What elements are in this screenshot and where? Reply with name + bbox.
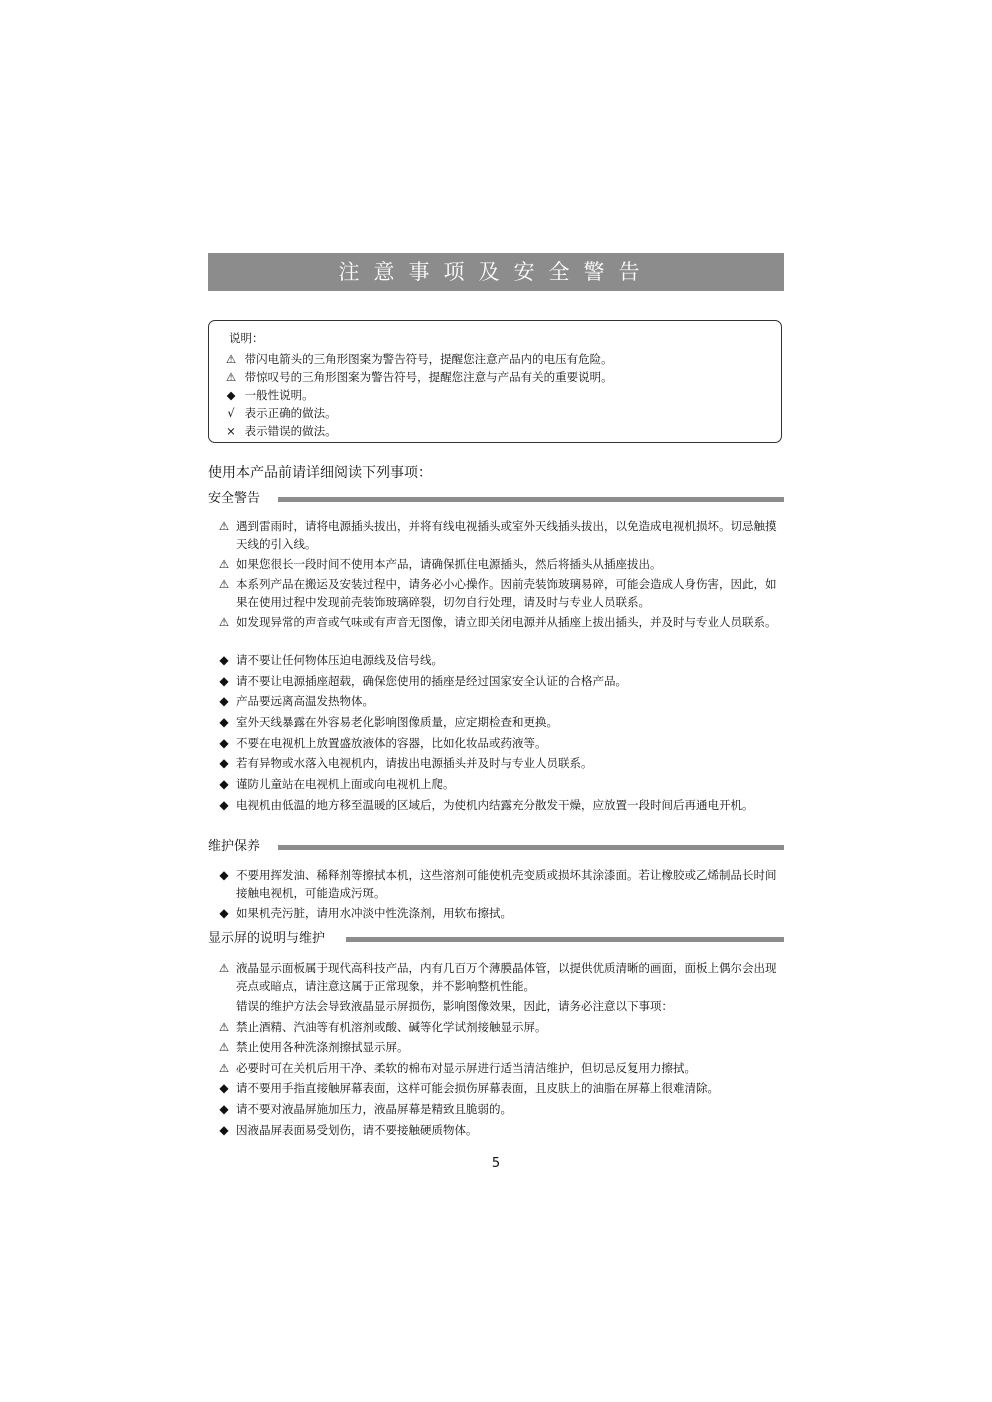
legend-text: 带惊叹号的三角形图案为警告符号，提醒您注意与产品有关的重要说明。	[244, 370, 613, 384]
diamond-bullet-icon: ◆	[219, 674, 229, 688]
diamond-bullet-icon: ◆	[219, 736, 229, 750]
section-divider-bar	[346, 937, 784, 942]
section-heading	[208, 490, 784, 508]
item-text: 不要用挥发油、稀释剂等擦拭本机，这些溶剂可能使机壳变质或损坏其涂漆面。若让橡胶或乙烯制品长时间接触电视机，可能造成污斑。	[236, 868, 777, 900]
item-text: 不要在电视机上放置盛放液体的容器，比如化妆品或药液等。	[236, 736, 547, 750]
warning-triangle-icon: ⚠	[218, 519, 230, 533]
item-text: 遇到雷雨时，请将电源插头拔出，并将有线电视插头或室外天线插头拔出，以免造成电视机损坏。切忌触摸天线的引入线。	[236, 519, 777, 551]
item-text: 谨防儿童站在电视机上面或向电视机上爬。	[236, 777, 455, 791]
item-text: 错误的维护方法会导致液晶显示屏损伤，影响图像效果，因此，请务必注意以下事项：	[236, 999, 673, 1013]
warning-triangle-icon: ⚠	[225, 352, 237, 366]
legend-row	[221, 422, 337, 440]
diamond-bullet-icon: ◆	[219, 653, 229, 667]
legend-text: 一般性说明。	[244, 388, 314, 402]
item-text: 电视机由低温的地方移至温暖的区域后，为使机内结露充分散发干燥，应放置一段时间后再通电开机。	[236, 798, 754, 812]
section-heading	[208, 838, 784, 856]
warning-triangle-icon: ⚠	[225, 370, 237, 384]
warning-triangle-icon: ⚠	[218, 1040, 230, 1054]
section-heading-label: 安全警告	[208, 491, 266, 506]
warning-triangle-icon: ⚠	[218, 577, 230, 591]
diamond-bullet-icon: ◆	[219, 1081, 229, 1095]
legend-row	[221, 386, 314, 404]
diamond-bullet-icon: ◆	[219, 1123, 229, 1137]
warning-triangle-icon: ⚠	[218, 961, 230, 975]
item-text: 因液晶屏表面易受划伤，请不要接触硬质物体。	[236, 1123, 478, 1137]
item-text: 禁止使用各种洗涤剂擦拭显示屏。	[236, 1040, 409, 1054]
section-divider-bar	[278, 497, 784, 502]
diamond-bullet-icon: ◆	[226, 388, 236, 402]
item-text: 本系列产品在搬运及安装过程中，请务必小心操作。因前壳装饰玻璃易碎，可能会造成人身伤害，因此，如果在使用过程中发现前壳装饰玻璃碎裂，切勿自行处理，请及时与专业人员联系。	[236, 577, 777, 609]
item-text: 请不要让电源插座超载，确保您使用的插座是经过国家安全认证的合格产品。	[236, 674, 627, 688]
legend-heading: 说明：	[229, 331, 264, 345]
legend-text: 表示正确的做法。	[244, 406, 337, 420]
legend-row	[221, 404, 337, 422]
cross-mark-icon: ×	[226, 424, 236, 438]
warning-triangle-icon: ⚠	[218, 557, 230, 571]
legend-row	[221, 350, 613, 368]
item-text: 如果机壳污脏，请用水冲淡中性洗涤剂，用软布擦拭。	[236, 906, 512, 920]
item-text: 请不要用手指直接触屏幕表面，这样可能会损伤屏幕表面，且皮肤上的油脂在屏幕上很难清除。	[236, 1081, 719, 1095]
page-title: 注意事项及安全警告	[208, 253, 784, 291]
item-text: 请不要对液晶屏施加压力，液晶屏幕是精致且脆弱的。	[236, 1102, 512, 1116]
diamond-bullet-icon: ◆	[219, 798, 229, 812]
item-text: 若有异物或水落入电视机内，请拔出电源插头并及时与专业人员联系。	[236, 756, 593, 770]
diamond-bullet-icon: ◆	[219, 906, 229, 920]
item-text: 室外天线暴露在外容易老化影响图像质量，应定期检查和更换。	[236, 715, 558, 729]
legend-text: 表示错误的做法。	[244, 424, 337, 438]
legend-box	[208, 320, 782, 443]
legend-row	[221, 368, 613, 386]
section-heading	[208, 930, 784, 948]
section-heading-label: 维护保养	[208, 839, 266, 854]
section-divider-bar	[278, 845, 784, 850]
warning-triangle-icon: ⚠	[218, 615, 230, 629]
item-text: 必要时可在关机后用干净、柔软的棉布对显示屏进行适当清洁维护，但切忌反复用力擦拭。	[236, 1061, 696, 1075]
item-text: 如发现异常的声音或气味或有声音无图像，请立即关闭电源并从插座上拔出插头，并及时与专业人员联系。	[236, 615, 777, 629]
warning-triangle-icon: ⚠	[218, 1061, 230, 1075]
section-heading-label: 显示屏的说明与维护	[208, 931, 331, 946]
diamond-bullet-icon: ◆	[219, 777, 229, 791]
item-text: 产品要远离高温发热物体。	[236, 694, 374, 708]
diamond-bullet-icon: ◆	[219, 715, 229, 729]
diamond-bullet-icon: ◆	[219, 694, 229, 708]
item-text: 请不要让任何物体压迫电源线及信号线。	[236, 653, 443, 667]
item-text: 液晶显示面板属于现代高科技产品，内有几百万个薄膜晶体管，以提供优质清晰的画面，面板上偶尔会出现亮点或暗点，请注意这属于正常现象，并不影响整机性能。	[236, 961, 777, 993]
diamond-bullet-icon: ◆	[219, 756, 229, 770]
legend-text: 带闪电箭头的三角形图案为警告符号，提醒您注意产品内的电压有危险。	[244, 352, 613, 366]
page-number: 5	[491, 1156, 501, 1171]
item-text: 如果您很长一段时间不使用本产品，请确保抓住电源插头，然后将插头从插座拔出。	[236, 557, 662, 571]
intro-heading: 使用本产品前请详细阅读下列事项：	[208, 465, 432, 481]
warning-triangle-icon: ⚠	[218, 1020, 230, 1034]
diamond-bullet-icon: ◆	[219, 1102, 229, 1116]
diamond-bullet-icon: ◆	[219, 868, 229, 882]
check-mark-icon: √	[227, 406, 235, 420]
item-text: 禁止酒精、汽油等有机溶剂或酸、碱等化学试剂接触显示屏。	[236, 1020, 547, 1034]
